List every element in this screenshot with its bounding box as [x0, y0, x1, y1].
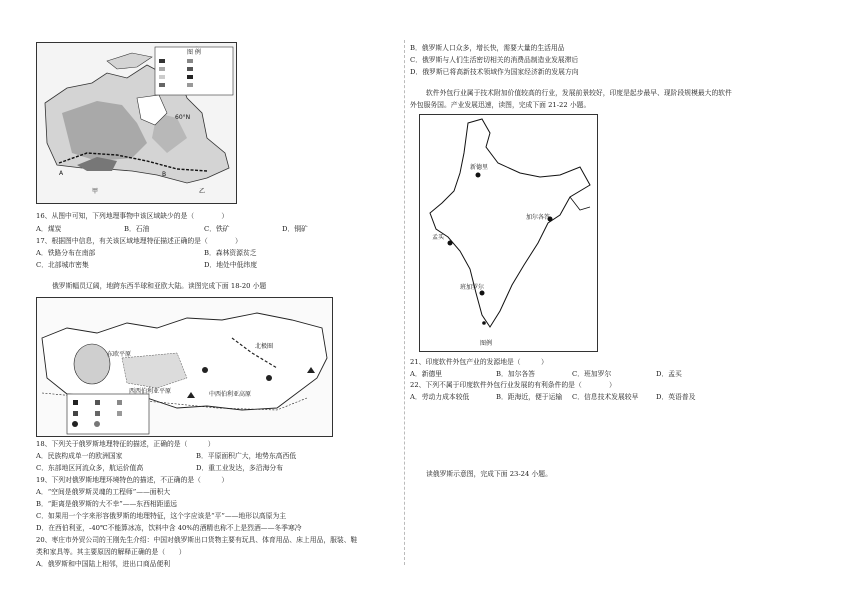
- russia-map-graphic: [37, 298, 332, 436]
- q20-option-b[interactable]: B．俄罗斯人口众多，增长快，需要大量的生活用品: [410, 44, 565, 52]
- q22-option-d[interactable]: D．英语普及: [656, 393, 696, 401]
- q19-stem: 19、下列对俄罗斯地理环境特色的描述，不正确的是（ ）: [36, 476, 229, 484]
- column-divider: [404, 40, 405, 565]
- map2-central-siberia: 中西伯利亚高原: [209, 391, 252, 398]
- intro-23-24: 读俄罗斯示意图，完成下面 23-24 小题。: [426, 470, 552, 478]
- map1-legend-title: 图 例: [187, 49, 201, 56]
- map3-legend: 图例: [480, 340, 493, 347]
- q20-option-d[interactable]: D．俄罗斯已将高新技术领域作为国家经济新的发展方向: [410, 68, 579, 76]
- intro-21-22-line1: 软件外包行业属于技术附加价值较高的行业，发展前景较好，印度是起步最早、现阶段规模最大的软件: [426, 89, 732, 97]
- intro-21-22-line2: 外包服务国。产业发展迅速，读图，完成下面 21-22 小题。: [410, 101, 591, 109]
- q22-option-c[interactable]: C．信息技术发展较早: [572, 393, 639, 401]
- q20-stem-line2: 类和家具等。其主要原因的解释正确的是（ ）: [36, 548, 186, 556]
- q16-stem: 16、从图中可知，下列地理事物中该区域缺少的是（ ）: [36, 212, 229, 220]
- q21-option-d[interactable]: D．孟买: [656, 370, 682, 378]
- q20-stem-line1: 20、枣庄市外贸公司的王刚先生介绍：中国对俄罗斯出口货物主要有玩具、体育用品、床上用品，服装、鞋: [36, 536, 358, 544]
- india-map: [419, 114, 598, 352]
- q21-option-a[interactable]: A．新德里: [410, 370, 443, 378]
- q21-stem: 21、印度软件外包产业的发源地是（ ）: [410, 358, 548, 366]
- q22-option-b[interactable]: B．距海近，便于运输: [496, 393, 563, 401]
- map1-label-yi: 乙: [199, 188, 206, 195]
- map1-label-jia: 甲: [92, 188, 99, 195]
- q17-option-b[interactable]: B．森林资源贫乏: [204, 249, 257, 257]
- map1-label-b: B: [162, 171, 167, 178]
- q18-stem: 18、下列关于俄罗斯地理特征的描述，正确的是（ ）: [36, 440, 215, 448]
- map3-bangalore: 班加罗尔: [460, 284, 485, 291]
- q17-option-c[interactable]: C．北部城市密集: [36, 261, 89, 269]
- q22-option-a[interactable]: A．劳动力成本较低: [410, 393, 470, 401]
- q20-option-a[interactable]: A．俄罗斯和中国陆上相邻，进出口商品便利: [36, 560, 171, 568]
- canada-map-graphic: [37, 43, 236, 203]
- q21-option-c[interactable]: C．班加罗尔: [572, 370, 612, 378]
- q21-option-b[interactable]: B．加尔各答: [496, 370, 535, 378]
- q16-option-c[interactable]: C．铁矿: [204, 225, 230, 233]
- q17-option-a[interactable]: A．铁路分布在南部: [36, 249, 96, 257]
- q16-option-a[interactable]: A．煤炭: [36, 225, 62, 233]
- map2-arctic-label: 北极圈: [255, 343, 274, 350]
- q17-option-d[interactable]: D．地处中低纬度: [204, 261, 258, 269]
- q18-option-b[interactable]: B．平原面积广大，地势东高西低: [196, 452, 297, 460]
- q19-option-c[interactable]: C．如果用一个字来形容俄罗斯的地理特征，这个字应该是“平”——地形以高原为主: [36, 512, 287, 520]
- map1-lat-label: 60°N: [175, 114, 191, 121]
- map3-mumbai: 孟买: [432, 234, 445, 241]
- map3-kolkata: 加尔各答: [526, 214, 551, 221]
- q19-option-b[interactable]: B．“距离是俄罗斯的大不幸”——东西相距遥远: [36, 500, 178, 508]
- india-map-graphic: [420, 115, 597, 351]
- q18-option-d[interactable]: D．重工业发达，多沿海分布: [196, 464, 284, 472]
- q18-option-a[interactable]: A．民族构成单一的欧洲国家: [36, 452, 123, 460]
- russia-map: [36, 297, 333, 437]
- q20-option-c[interactable]: C．俄罗斯与人们生活密切相关的消费品制造业发展滞后: [410, 56, 579, 64]
- intro-18-20: 俄罗斯幅员辽阔，地跨东西半球和亚欧大陆。读图完成下面 18-20 小题: [52, 282, 267, 290]
- map2-west-siberia: 西西伯利亚平原: [129, 388, 172, 395]
- q19-option-a[interactable]: A．“空间是俄罗斯灵魂的工程师”——面积大: [36, 488, 171, 496]
- map3-delhi: 新德里: [470, 164, 489, 171]
- q22-stem: 22、下列不属于印度软件外包行业发展的有利条件的是（ ）: [410, 381, 616, 389]
- q17-stem: 17、根据图中信息，有关该区域地理特征描述正确的是（ ）: [36, 237, 242, 245]
- q16-option-d[interactable]: D．铜矿: [282, 225, 308, 233]
- map2-east-europe: 东欧平原: [107, 351, 132, 358]
- canada-map: [36, 42, 237, 204]
- q16-option-b[interactable]: B．石油: [124, 225, 150, 233]
- q18-option-c[interactable]: C．东部地区河流众多，航运价值高: [36, 464, 144, 472]
- map1-label-a: A: [59, 170, 64, 177]
- q19-option-d[interactable]: D．在西伯利亚，-40℃不能算冰冻，饮料中含 40%的酒精也称不上是烈酒——冬季寒冷: [36, 524, 302, 532]
